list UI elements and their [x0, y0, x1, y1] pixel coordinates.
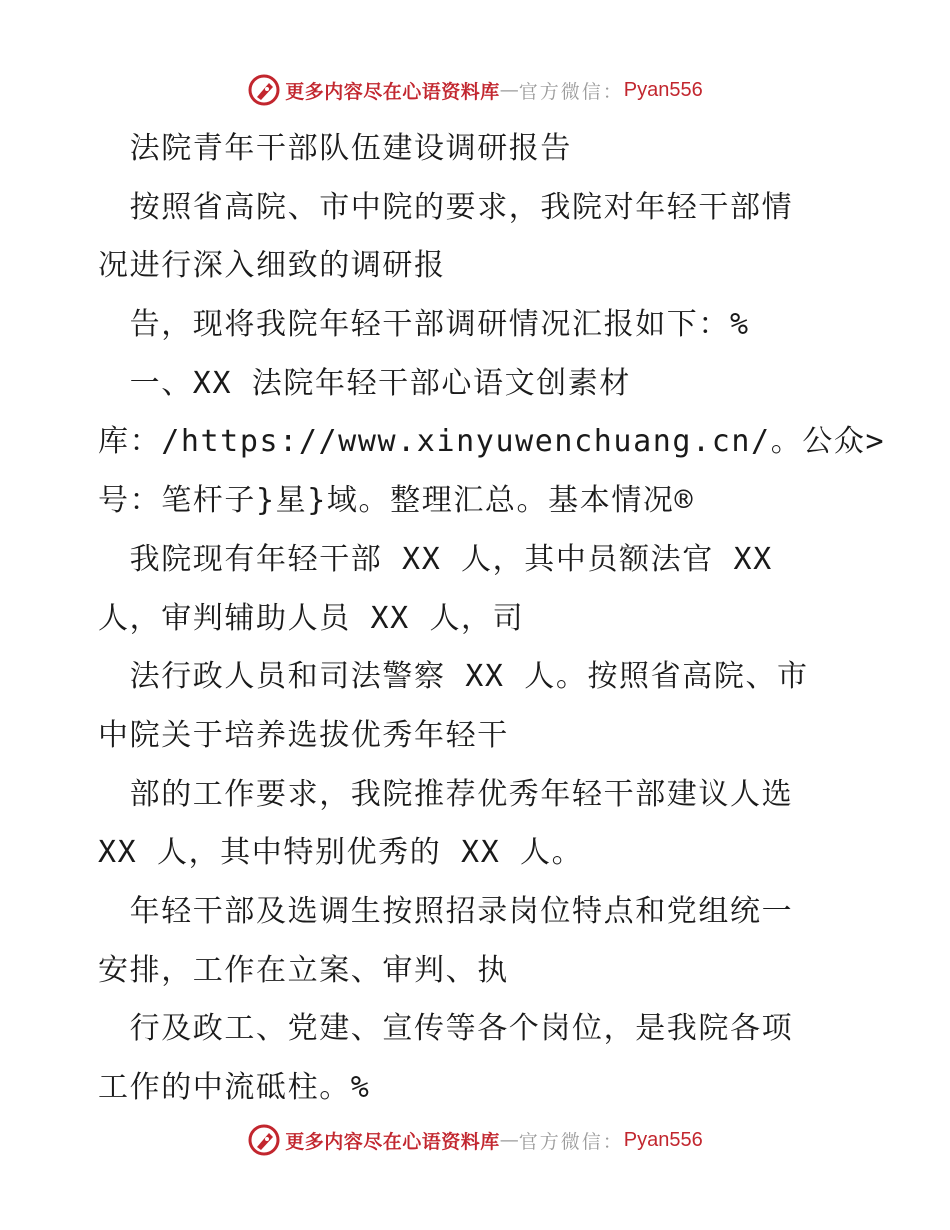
document-line: 部的工作要求，我院推荐优秀年轻干部建议人选: [98, 776, 794, 812]
document-line: 人，审判辅助人员 XX 人，司: [98, 600, 525, 636]
banner-main-text: 更多内容尽在心语资料库: [285, 1130, 500, 1153]
document-line: XX 人，其中特别优秀的 XX 人。: [98, 835, 584, 871]
banner-main-text: 更多内容尽在心语资料库: [285, 80, 500, 103]
document-body: [98, 120, 886, 1118]
document-line: 安排，工作在立案、审判、执: [98, 952, 509, 988]
document-line: 法院青年干部队伍建设调研报告: [98, 131, 572, 166]
document-line: 中院关于培养选拔优秀年轻干: [98, 717, 509, 753]
banner-separator: —: [499, 79, 519, 101]
document-line: 行及政工、党建、宣传等各个岗位，是我院各项: [98, 1011, 794, 1047]
document-line: 一、XX 法院年轻干部心语文创素材: [98, 365, 631, 401]
document-line: 库：/https://www.xinyuwenchuang.cn/。公众>: [98, 424, 886, 460]
document-line: 况进行深入细致的调研报: [98, 248, 446, 284]
banner-wechat-id: Pyan556: [623, 1128, 703, 1151]
banner-wechat-id: Pyan556: [623, 78, 703, 101]
document-line: 号：笔杆子}星}域。整理汇总。基本情况®: [98, 483, 695, 519]
banner-wechat-label: 官方微信：: [518, 80, 624, 103]
document-line: 工作的中流砥柱。%: [98, 1070, 371, 1105]
banner-wechat-label: 官方微信：: [518, 1130, 624, 1153]
document-line: 年轻干部及选调生按照招录岗位特点和党组统一: [98, 893, 794, 929]
banner-separator: —: [499, 1129, 519, 1151]
footer-watermark-banner: [0, 1120, 950, 1160]
pen-nib-logo-icon: [247, 1123, 281, 1157]
document-line: 按照省高院、市中院的要求，我院对年轻干部情: [98, 189, 794, 225]
document-line: 我院现有年轻干部 XX 人，其中员额法官 XX: [98, 541, 773, 577]
document-line: 告，现将我院年轻干部调研情况汇报如下：%: [98, 307, 750, 343]
pen-nib-logo-icon: [247, 73, 281, 107]
document-line: 法行政人员和司法警察 XX 人。按照省高院、市: [98, 659, 809, 695]
header-watermark-banner: [0, 70, 950, 110]
